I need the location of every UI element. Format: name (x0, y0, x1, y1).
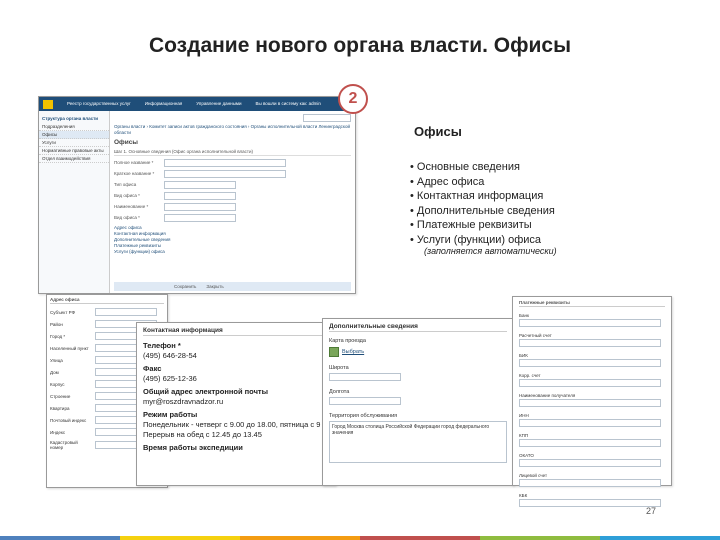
territory-text: Город Москва столица Российской Федерации город федерального значения (332, 424, 490, 436)
map-icon (329, 347, 339, 357)
territory-textarea[interactable] (329, 421, 507, 463)
page-number: 27 (646, 506, 657, 516)
longitude-input[interactable] (329, 397, 401, 405)
address-row-label: Почтовый индекс (50, 417, 87, 423)
address-input[interactable] (95, 308, 157, 316)
search-input[interactable] (303, 114, 351, 122)
sidebar-item-offices[interactable]: Офисы (39, 131, 109, 139)
bank-input[interactable] (519, 339, 661, 347)
bank-row-label: ОКАТО (519, 453, 534, 458)
main-screenshot (38, 96, 356, 294)
topbar-item[interactable]: Вы вошли в систему как: admin (255, 101, 321, 106)
fax-value[interactable]: (495) 625-12-36 (143, 374, 197, 383)
section-toggle[interactable]: Платежные реквизиты (114, 243, 161, 248)
bank-row-label: ИНН (519, 413, 529, 418)
address-row-label: Строение (50, 393, 71, 399)
sidebar-item-services[interactable]: Услуги (39, 139, 109, 147)
topbar-item[interactable]: Управление данными (196, 101, 242, 106)
bar-segment (480, 536, 600, 540)
territory-label: Территория обслуживания (329, 413, 398, 419)
short-name-field[interactable] (164, 170, 286, 178)
bank-row-label: Наименование получателя (519, 393, 576, 398)
bank-input[interactable] (519, 479, 661, 487)
section-toggle[interactable]: Услуги (функции) офиса (114, 249, 165, 254)
bar-segment (0, 536, 120, 540)
bottom-color-bar (0, 536, 720, 540)
bank-title: Платежные реквизиты (519, 300, 665, 307)
bullet-item: • Дополнительные сведения (410, 204, 555, 217)
section-toggle[interactable]: Адрес офиса (114, 225, 142, 230)
auto-fill-note: (заполняется автоматически) (424, 246, 557, 256)
offices-heading: Офисы (414, 124, 462, 139)
address-row-label: Улица (50, 357, 63, 363)
bullet-item: • Платежные реквизиты (410, 219, 532, 231)
bank-screenshot (512, 296, 672, 498)
bar-segment (360, 536, 480, 540)
bullet-item: • Адрес офиса (410, 175, 485, 188)
topbar-item[interactable]: Информационная (144, 101, 183, 106)
map-label: Карта проезда (329, 338, 366, 344)
address-title: Адрес офиса (50, 297, 164, 304)
email-label: Общий адрес электронной почты (143, 387, 269, 396)
address-row-label: Район (50, 321, 63, 327)
hours-value[interactable]: Понедельник - четверг с 9.00 до 18.00, пятница с 9 (143, 420, 321, 429)
bank-input[interactable] (519, 359, 661, 367)
bullet-item: • Услуги (функции) офиса (410, 233, 542, 246)
breadcrumb[interactable]: Органы власти › Комитет записи актов гражданского состояния › Органы исполнительной власти Ленинградской области (114, 124, 350, 135)
bank-row-label: БИК (519, 353, 528, 358)
office-kind-select-2[interactable] (164, 214, 236, 222)
bank-input[interactable] (519, 399, 661, 407)
slide-title: Создание нового органа власти. Офисы (148, 34, 572, 57)
bank-input[interactable] (519, 419, 661, 427)
office-type-select[interactable] (164, 181, 236, 189)
bank-input[interactable] (519, 379, 661, 387)
app-header (39, 97, 355, 111)
topbar-item[interactable]: Реестр государственных услуг (67, 101, 131, 106)
field-label: Полное название * (114, 160, 154, 165)
bank-row-label: Корр. счет (519, 373, 541, 378)
choose-map-link[interactable]: Выбрать (342, 349, 365, 355)
bullet-item: • Основные сведения (410, 161, 520, 173)
field-label: Тип офиса (114, 182, 137, 187)
bank-input[interactable] (519, 439, 661, 447)
latitude-input[interactable] (329, 373, 401, 381)
bar-segment (120, 536, 240, 540)
sidebar-item-acts[interactable]: Нормативные правовые акты (39, 147, 109, 155)
field-label: Вид офиса * (114, 215, 140, 220)
sections-list (410, 160, 555, 247)
sidebar-item-subdivisions[interactable]: Подразделения (39, 123, 109, 131)
bullet-item: • Контактная информация (410, 190, 544, 202)
app-logo (43, 100, 53, 109)
sidebar-item-interaction[interactable]: Отдел взаимодействия (39, 155, 109, 163)
bar-segment (600, 536, 720, 540)
section-toggle[interactable]: Контактная информация (114, 231, 166, 236)
phone-value[interactable]: (495) 646-28-54 (143, 351, 197, 360)
office-kind-select[interactable] (164, 192, 236, 200)
extra-info-screenshot (322, 318, 514, 486)
sidebar (39, 111, 110, 293)
bank-row-label: Лицевой счет (519, 473, 548, 478)
longitude-label: Долгота (329, 389, 350, 395)
bank-row-label: Расчетный счет (519, 333, 552, 338)
address-row-label: Населенный пункт (50, 345, 89, 351)
address-row-label: Индекс (50, 429, 66, 435)
bank-row-label: Банк (519, 313, 529, 318)
address-row-label: Квартира (50, 405, 70, 411)
field-label: Наименование * (114, 204, 149, 209)
address-row-label: Корпус (50, 381, 65, 387)
bank-row-label: КПП (519, 433, 529, 438)
bank-input[interactable] (519, 319, 661, 327)
bar-segment (240, 536, 360, 540)
fax-label: Факс (143, 364, 162, 373)
main-content (110, 111, 355, 293)
step-number-badge: 2 (338, 84, 368, 114)
address-row-label: Кадастровый номер (50, 440, 78, 450)
address-row-label: Город * (50, 333, 66, 339)
email-value[interactable]: myr@roszdravnadzor.ru (143, 397, 224, 406)
section-toggle[interactable]: Дополнительные сведения (114, 237, 171, 242)
contact-screenshot (136, 322, 336, 486)
sidebar-title: Структура органа власти (42, 116, 99, 121)
bank-input[interactable] (519, 499, 661, 507)
save-button[interactable]: Сохранить (174, 283, 197, 289)
extra-title: Дополнительные сведения (329, 323, 507, 332)
tab-offices[interactable]: Офисы (114, 139, 138, 146)
full-name-field[interactable] (164, 159, 286, 167)
section-note: Шаг 1. Основные сведения (Офис органа исполнительной власти) (114, 149, 351, 156)
phone-label: Телефон * (143, 341, 181, 350)
dispatch-hours-label: Время работы экспедиции (143, 443, 243, 452)
bank-input[interactable] (519, 459, 661, 467)
name-field[interactable] (164, 203, 236, 211)
address-row-label: Субъект РФ (50, 309, 75, 315)
field-label: Вид офиса * (114, 193, 140, 198)
hours-label: Режим работы (143, 410, 198, 419)
address-row-label: Дом (50, 369, 59, 375)
close-button[interactable]: Закрыть (206, 283, 224, 289)
contact-title: Контактная информация (143, 327, 329, 336)
latitude-label: Широта (329, 365, 349, 371)
bank-row-label: КБК (519, 493, 528, 498)
field-label: Краткое название * (114, 171, 155, 176)
break-value[interactable]: Перерыв на обед с 12.45 до 13.45 (143, 430, 262, 439)
